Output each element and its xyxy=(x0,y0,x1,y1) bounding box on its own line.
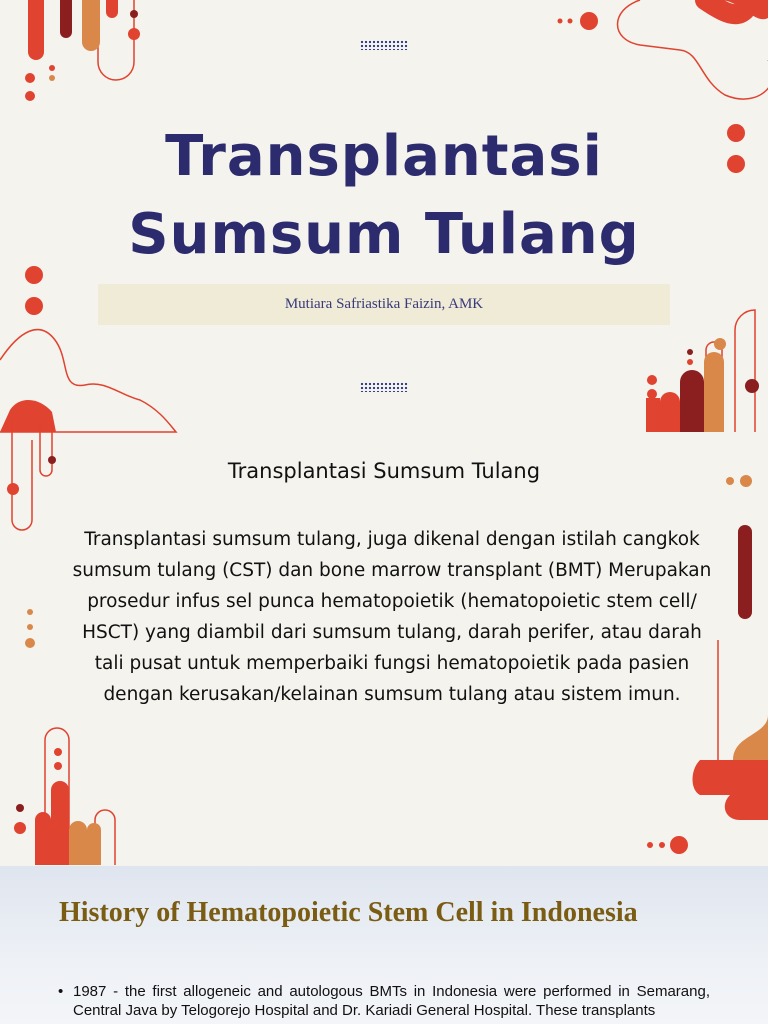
author-name: Mutiara Safriastika Faizin, AMK xyxy=(284,296,484,312)
dotted-ornament-top xyxy=(360,40,408,50)
body-paragraph: Transplantasi sumsum tulang, juga dikenal dengan istilah cangkok sumsum tulang (CST) dan bone marrow transplant (BMT) Merupakan prosedur infus sel punca hematopoietik (hematopoietic stem cell/ HSCT) yang diambil dari sumsum tulang, darah perifer, atau darah tali pusat untuk memperbaiki fungsi hematopoietik pada pasien dengan kerusakan/kelainan sumsum tulang atau sistem imun. xyxy=(72,529,712,705)
history-bullet-list xyxy=(58,982,710,1020)
history-heading: History of Hematopoietic Stem Cell in Indonesia xyxy=(59,897,638,928)
section-heading: Transplantasi Sumsum Tulang xyxy=(227,459,541,483)
author-banner xyxy=(98,284,670,325)
title-line-1: Transplantasi xyxy=(165,124,603,189)
slide-title xyxy=(0,118,768,274)
bottom-left-decoration xyxy=(14,728,115,865)
title-line-2: Sumsum Tulang xyxy=(128,202,640,267)
bullet-text: 1987 - the first allogeneic and autologous BMTs in Indonesia were performed in Semarang, Central Java by Telogorejo Hospital and Dr. Kariadi General Hospital. These transplants xyxy=(73,983,710,1019)
top-left-decoration xyxy=(25,0,140,101)
bullet-icon: • xyxy=(58,983,64,1000)
dotted-ornament-middle xyxy=(360,382,408,392)
list-item xyxy=(58,982,710,1020)
history-slide xyxy=(0,866,768,1024)
